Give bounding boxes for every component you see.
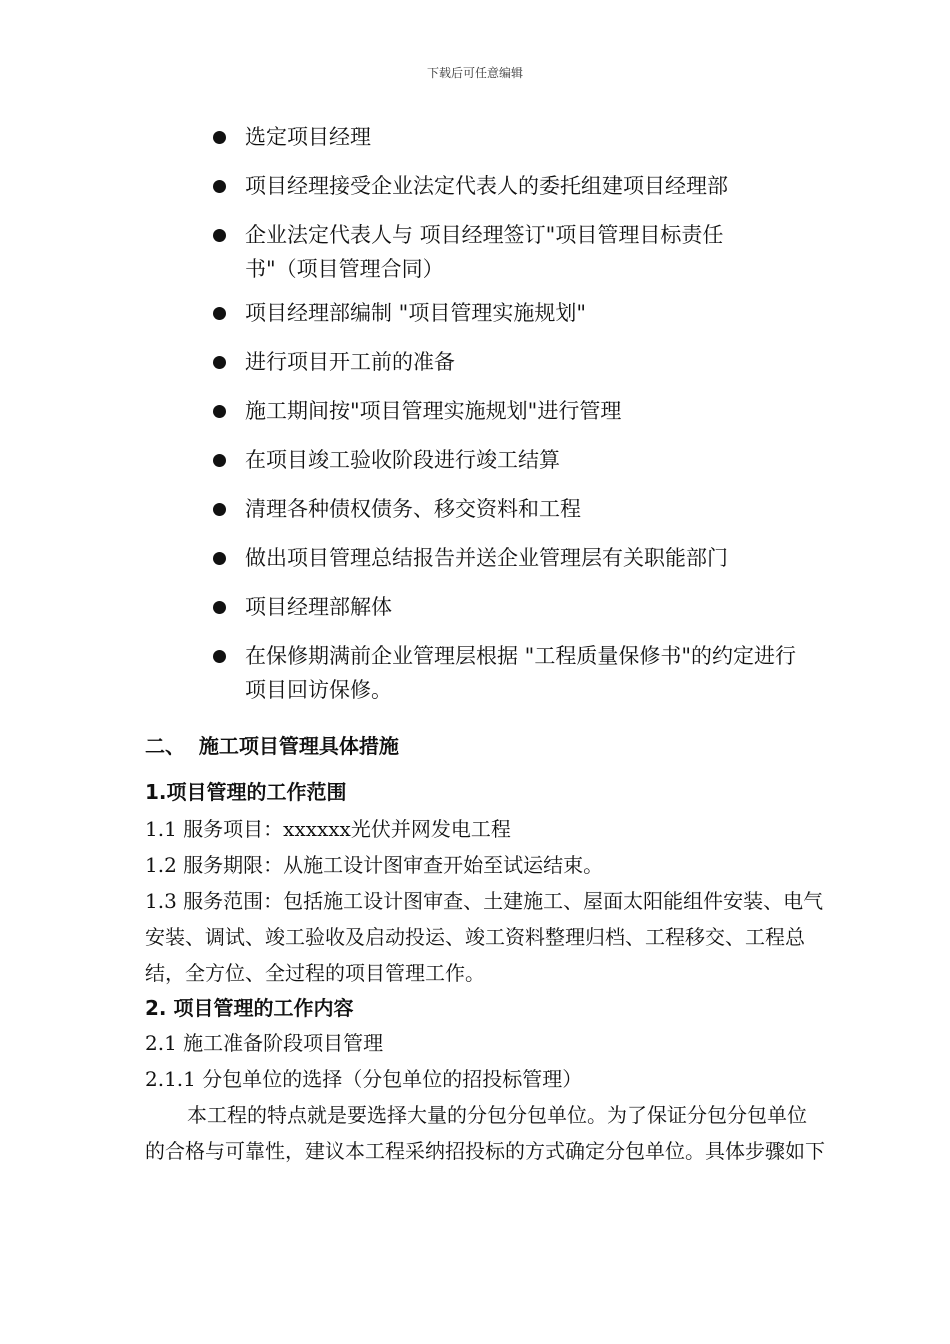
list-item xyxy=(210,443,830,477)
list-item xyxy=(210,590,830,624)
list-item-text: 进行项目开工前的准备 xyxy=(245,350,455,374)
list-item-text: 在保修期满前企业管理层根据 "工程质量保修书"的约定进行项目回访保修。 xyxy=(245,644,796,702)
bullet-dot-icon xyxy=(213,601,226,614)
list-item-text: 在项目竣工验收阶段进行竣工结算 xyxy=(245,448,560,472)
list-item-text: 清理各种债权债务、移交资料和工程 xyxy=(245,497,581,521)
header-note: 下载后可任意编辑 xyxy=(426,66,523,80)
bullet-dot-icon xyxy=(213,405,226,418)
bullet-dot-icon xyxy=(213,552,226,565)
list-item-text: 做出项目管理总结报告并送企业管理层有关职能部门 xyxy=(245,546,728,570)
bullet-dot-icon xyxy=(213,356,226,369)
paragraph: 2.1 施工准备阶段项目管理 xyxy=(145,1031,384,1055)
list-item-text: 项目经理部编制 "项目管理实施规划" xyxy=(245,301,586,325)
list-item xyxy=(210,639,800,707)
paragraph: 1.3 服务范围：包括施工设计图审查、土建施工、屋面太阳能组件安装、电气安装、调试、竣工验收及启动投运、竣工资料整理归档、工程移交、工程总结，全方位、全过程的项目管理工作。 xyxy=(145,889,824,985)
bullet-dot-icon xyxy=(213,650,226,663)
list-item-text: 项目经理部解体 xyxy=(245,595,392,619)
paragraph: 1.1 服务项目：xxxxxx光伏并网发电工程 xyxy=(145,817,511,841)
list-item-text: 项目经理接受企业法定代表人的委托组建项目经理部 xyxy=(245,174,728,198)
section-heading: 二、 施工项目管理具体措施 xyxy=(145,734,399,758)
list-item xyxy=(210,296,830,330)
list-item xyxy=(210,541,830,575)
list-item-text: 企业法定代表人与 项目经理签订"项目管理目标责任书"（项目管理合同） xyxy=(245,223,724,281)
list-item xyxy=(210,120,830,154)
bullet-dot-icon xyxy=(213,180,226,193)
list-item xyxy=(210,345,830,379)
bullet-list xyxy=(210,120,830,717)
bullet-dot-icon xyxy=(213,229,226,242)
list-item xyxy=(210,169,830,203)
list-item-text: 选定项目经理 xyxy=(245,125,371,149)
paragraph: 1.2 服务期限：从施工设计图审查开始至试运结束。 xyxy=(145,853,604,877)
subsection-heading: 2. 项目管理的工作内容 xyxy=(145,996,354,1020)
bullet-dot-icon xyxy=(213,454,226,467)
paragraph: 本工程的特点就是要选择大量的分包分包单位。为了保证分包分包单位的合格与可靠性，建议本工程采纳招投标的方式确定分包单位。具体步骤如下 xyxy=(145,1103,825,1163)
bullet-dot-icon xyxy=(213,503,226,516)
list-item xyxy=(210,492,830,526)
subsection-heading: 1.项目管理的工作范围 xyxy=(145,780,347,804)
list-item xyxy=(210,218,765,286)
bullet-dot-icon xyxy=(213,307,226,320)
bullet-dot-icon xyxy=(213,131,226,144)
paragraph: 2.1.1 分包单位的选择（分包单位的招投标管理） xyxy=(145,1067,583,1091)
list-item-text: 施工期间按"项目管理实施规划"进行管理 xyxy=(245,399,622,423)
section-body xyxy=(145,729,825,1169)
list-item xyxy=(210,394,830,428)
